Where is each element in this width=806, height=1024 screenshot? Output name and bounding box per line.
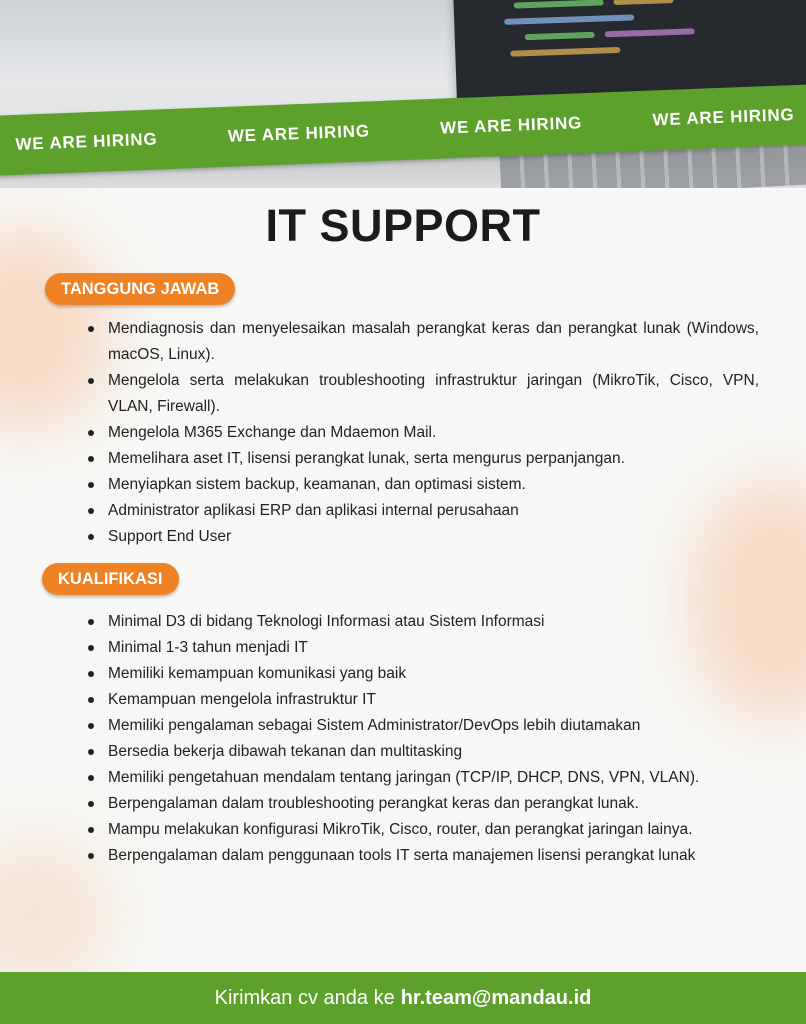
responsibilities-list [83, 316, 759, 550]
list-item: Administrator aplikasi ERP dan aplikasi internal perusahaan [83, 498, 759, 524]
qualifications-list [83, 609, 759, 869]
hiring-label: WE ARE HIRING [227, 121, 371, 146]
hiring-label: WE ARE HIRING [15, 129, 158, 154]
list-item: Memiliki pengetahuan mendalam tentang jaringan (TCP/IP, DHCP, DNS, VPN, VLAN). [83, 765, 759, 791]
list-item: Mengelola serta melakukan troubleshooting infrastruktur jaringan (MikroTik, Cisco, VPN, VLAN, Firewall). [83, 368, 759, 420]
list-item: Mengelola M365 Exchange dan Mdaemon Mail. [83, 420, 759, 446]
list-item: Berpengalaman dalam penggunaan tools IT serta manajemen lisensi perangkat lunak [83, 843, 759, 869]
list-item: Minimal D3 di bidang Teknologi Informasi atau Sistem Informasi [83, 609, 759, 635]
list-item: Berpengalaman dalam troubleshooting perangkat keras dan perangkat lunak. [83, 791, 759, 817]
footer-bar [0, 972, 806, 1024]
list-item: Memiliki pengalaman sebagai Sistem Administrator/DevOps lebih diutamakan [83, 713, 759, 739]
list-item: Memelihara aset IT, lisensi perangkat lunak, serta mengurus perpanjangan. [83, 446, 759, 472]
hiring-label: WE ARE HIRING [439, 113, 583, 138]
list-item: Bersedia bekerja dibawah tekanan dan multitasking [83, 739, 759, 765]
list-item: Support End User [83, 524, 759, 550]
page-title: IT SUPPORT [265, 200, 541, 251]
list-item: Mendiagnosis dan menyelesaikan masalah perangkat keras dan perangkat lunak (Windows, macOS, Linux). [83, 316, 759, 368]
hiring-label: WE ARE HIRING [652, 105, 795, 130]
responsibilities-heading: TANGGUNG JAWAB [45, 273, 235, 305]
list-item: Memiliki kemampuan komunikasi yang baik [83, 661, 759, 687]
list-item: Minimal 1-3 tahun menjadi IT [83, 635, 759, 661]
list-item: Mampu melakukan konfigurasi MikroTik, Cisco, router, dan perangkat jaringan lainya. [83, 817, 759, 843]
footer-prefix: Kirimkan cv anda ke [214, 986, 395, 1009]
contact-email[interactable]: hr.team@mandau.id [400, 986, 592, 1009]
hero-image [0, 0, 806, 188]
qualifications-heading: KUALIFIKASI [42, 563, 179, 595]
list-item: Kemampuan mengelola infrastruktur IT [83, 687, 759, 713]
list-item: Menyiapkan sistem backup, keamanan, dan optimasi sistem. [83, 472, 759, 498]
